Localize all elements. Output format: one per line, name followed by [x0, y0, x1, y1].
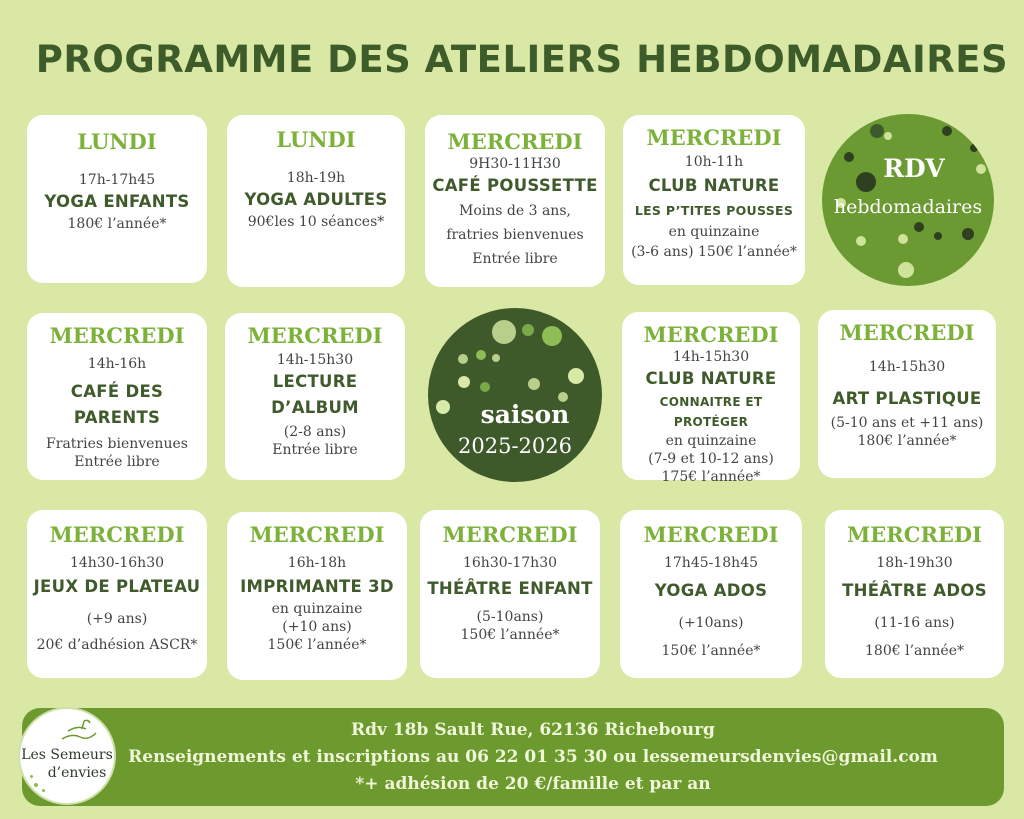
card-info: en quinzaine	[665, 433, 757, 449]
card-price: (3-6 ans) 150€ l’année*	[631, 244, 797, 260]
card-info: en quinzaine	[668, 224, 760, 240]
decorative-dot	[458, 354, 468, 364]
card-time: 18h-19h30	[876, 555, 953, 571]
card-price: 150€ l’année*	[267, 637, 367, 653]
card-day: MERCREDI	[447, 129, 583, 154]
card-time: 17h45-18h45	[663, 555, 759, 571]
card-activity: CLUB NATURE	[645, 369, 777, 388]
card-price: 150€ l’année*	[661, 643, 761, 659]
card-price: 150€ l’année*	[460, 627, 560, 643]
card-day: MERCREDI	[643, 322, 779, 347]
card-time: 16h30-17h30	[462, 555, 558, 571]
decorative-dot	[568, 368, 584, 384]
card-time: 14h-15h30	[868, 359, 946, 375]
card-info: fratries bienvenues	[446, 227, 584, 243]
decorative-dot	[914, 222, 924, 232]
card-info: Moins de 3 ans,	[459, 203, 571, 219]
workshop-card-imprimante-3d	[227, 512, 407, 680]
workshop-card-club-nature-proteger	[622, 312, 800, 485]
card-activity: YOGA ADOS	[654, 581, 768, 600]
decorative-dot	[528, 378, 540, 390]
workshop-card-art-plastique	[818, 310, 996, 478]
card-time: 10h-11h	[684, 154, 744, 170]
decorative-dot	[458, 376, 470, 388]
decorative-dot	[42, 789, 45, 792]
workshop-card-theatre-enfant	[420, 510, 600, 678]
card-time: 14h-15h30	[276, 352, 354, 368]
decorative-dot	[942, 126, 952, 136]
card-time: 16h-18h	[287, 555, 347, 571]
card-day: MERCREDI	[249, 522, 385, 547]
card-day: MERCREDI	[643, 522, 779, 547]
card-info: (11-16 ans)	[874, 615, 955, 631]
card-price: 180€ l’année*	[857, 433, 957, 449]
card-activity: THÉÂTRE ENFANT	[427, 579, 593, 598]
workshop-card-club-nature-pousses	[623, 115, 805, 285]
card-time: 14h-15h30	[672, 349, 750, 365]
card-time: 17h-17h45	[78, 172, 156, 188]
card-day: MERCREDI	[247, 323, 383, 348]
season-label: saison	[480, 400, 570, 429]
card-subtitle: LES P’TITES POUSSES	[634, 203, 794, 218]
decorative-dot	[476, 350, 486, 360]
card-activity-line: CAFÉ DES	[70, 382, 164, 401]
card-price: 180€ l’année*	[865, 643, 964, 659]
card-activity-line: D’ALBUM	[271, 398, 359, 417]
decorative-dot	[30, 775, 33, 778]
card-day: LUNDI	[77, 129, 157, 154]
decorative-dot	[898, 262, 914, 278]
card-activity: CLUB NATURE	[648, 176, 780, 195]
decorative-dot	[856, 236, 866, 246]
card-day: MERCREDI	[646, 125, 782, 150]
card-day: MERCREDI	[847, 522, 982, 547]
decorative-dot	[898, 234, 908, 244]
card-time: 9H30-11H30	[469, 156, 561, 172]
decorative-dot	[884, 132, 892, 140]
workshop-card-cafe-parents	[27, 313, 207, 480]
decorative-dot	[962, 228, 974, 240]
card-activity: ART PLASTIQUE	[832, 389, 982, 408]
decorative-dot	[542, 326, 562, 346]
rdv-title: RDV	[883, 154, 945, 183]
page-title: PROGRAMME DES ATELIERS HEBDOMADAIRES	[35, 38, 1009, 81]
footer-banner	[22, 708, 1004, 806]
season-circle	[428, 308, 602, 482]
card-info: (+10 ans)	[282, 619, 352, 635]
decorative-dot	[970, 144, 978, 152]
card-info: (5-10 ans et +11 ans)	[830, 415, 984, 431]
card-info: (5-10ans)	[476, 609, 544, 625]
card-info: Entrée libre	[472, 251, 558, 267]
card-info: (+10ans)	[678, 615, 744, 631]
decorative-dot	[934, 232, 942, 240]
card-price: 20€ d’adhésion ASCR*	[36, 637, 198, 653]
card-activity: IMPRIMANTE 3D	[240, 577, 394, 596]
logo-text-line2: d’envies	[47, 765, 107, 781]
workshop-card-cafe-poussette	[425, 115, 605, 287]
card-day: MERCREDI	[442, 522, 578, 547]
card-price: 90€les 10 séances*	[247, 214, 385, 230]
decorative-dot	[492, 320, 516, 344]
rdv-hebdomadaires-circle	[822, 114, 994, 286]
card-day: LUNDI	[276, 127, 356, 152]
decorative-dot	[522, 324, 534, 336]
logo-text-line1: Les Semeurs	[21, 747, 113, 763]
card-time: 14h-16h	[87, 356, 147, 372]
hand-sprout-icon	[60, 719, 100, 745]
card-activity-line: PARENTS	[73, 408, 161, 427]
decorative-dot	[480, 382, 490, 392]
card-activity: JEUX DE PLATEAU	[33, 577, 201, 596]
card-day: MERCREDI	[839, 320, 975, 345]
card-info: (+9 ans)	[86, 611, 148, 627]
card-time: 14h30-16h30	[69, 555, 165, 571]
card-info: Fratries bienvenues	[46, 436, 188, 452]
workshop-card-jeux-plateau	[27, 510, 207, 678]
workshop-card-yoga-adultes	[227, 115, 405, 287]
card-activity: THÉÂTRE ADOS	[842, 581, 987, 600]
card-time: 18h-19h	[286, 170, 346, 186]
footer-contact: Renseignements et inscriptions au 06 22 01 35 30 ou lessemeursdenvies@gmail.com	[128, 747, 938, 767]
card-activity: YOGA ENFANTS	[44, 192, 190, 211]
card-activity: YOGA ADULTES	[244, 190, 388, 209]
decorative-dot	[34, 783, 38, 787]
card-subtitle: CONNAITRE ET PROTÉGER	[659, 395, 763, 429]
workshop-card-yoga-enfants	[27, 115, 207, 283]
footer-address: Rdv 18b Sault Rue, 62136 Richebourg	[351, 720, 715, 740]
card-activity: CAFÉ POUSSETTE	[432, 176, 598, 195]
card-price: 175€ l’année*	[661, 469, 761, 485]
workshop-card-lecture-album	[225, 313, 405, 480]
card-info: Entrée libre	[272, 442, 358, 458]
card-day: MERCREDI	[49, 323, 185, 348]
season-years: 2025-2026	[458, 434, 572, 458]
card-activity-line: LECTURE	[272, 372, 358, 391]
card-info: (7-9 et 10-12 ans)	[648, 451, 774, 467]
les-semeurs-logo	[18, 707, 116, 805]
rdv-subtitle: hebdomadaires	[833, 196, 983, 218]
decorative-dot	[870, 124, 884, 138]
card-info: Entrée libre	[74, 454, 160, 470]
decorative-dot	[492, 354, 500, 362]
workshop-card-theatre-ados	[825, 510, 1004, 678]
footer-note: *+ adhésion de 20 €/famille et par an	[355, 774, 711, 794]
card-info: (2-8 ans)	[283, 424, 347, 440]
card-info: en quinzaine	[271, 601, 363, 617]
workshop-card-yoga-ados	[620, 510, 802, 678]
card-day: MERCREDI	[49, 522, 185, 547]
card-price: 180€ l’année*	[67, 216, 167, 232]
